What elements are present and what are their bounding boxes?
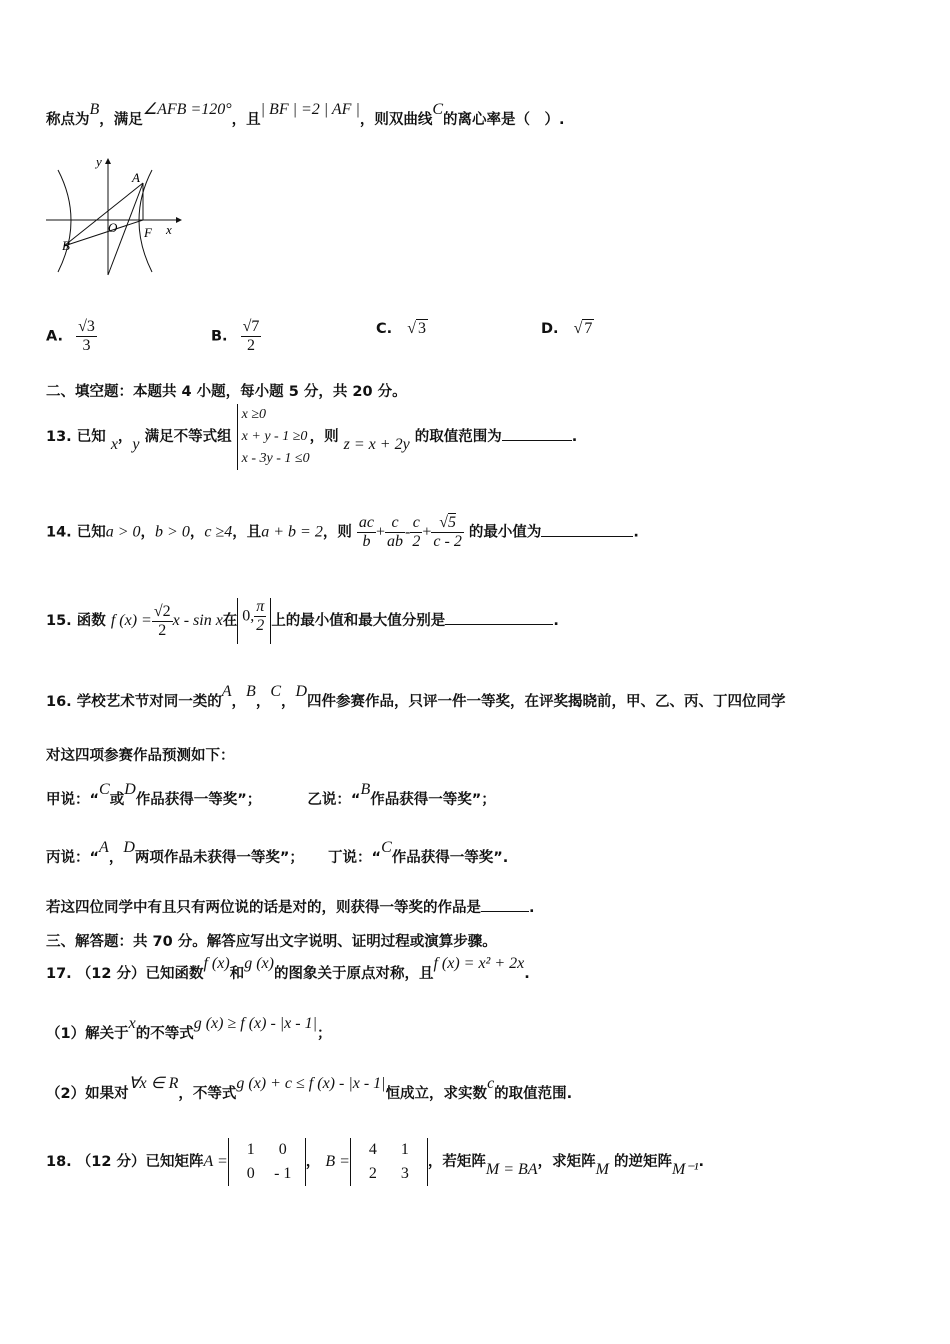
work-d: D <box>124 781 136 798</box>
frac-pi-2 <box>254 598 266 635</box>
frac-num: √5 <box>431 514 463 533</box>
cond-c: c ≥4 <box>204 523 233 541</box>
q17-part2-text: （2）如果对 <box>46 1086 129 1102</box>
bing-text: ， <box>108 850 124 866</box>
q13-text: 的取值范围为 <box>414 429 502 445</box>
frac-den: 2 <box>256 617 265 634</box>
matrix-m-inverse: M⁻¹ <box>671 1161 699 1178</box>
q17-part2-text: ，不等式 <box>178 1086 237 1102</box>
interval <box>237 598 271 644</box>
question-16-line-1: 16. 学校艺术节对同一类的A，B，C，D四件参赛作品，只评一件一等奖，在评奖揭晓前，甲、乙、丙、丁四位同学 <box>46 683 786 710</box>
matrix-cell: 2 <box>368 1165 377 1182</box>
answer-blank[interactable] <box>541 522 633 537</box>
question-13: 13. 已知 x，y 满足不等式组 x ≥0 x + y - 1 ≥0 x - 3y - 1 ≤0 ，则 z = x + 2y 的取值范围为 . <box>46 404 577 470</box>
section-2-heading: 二、填空题：本题共 4 小题，每小题 5 分，共 20 分。 <box>46 384 407 400</box>
option-b-num: √7 <box>242 318 260 335</box>
question-17: 17. （12 分）已知函数f (x)和g (x)的图象关于原点对称，且f (x) = x² + 2x. <box>46 955 530 982</box>
matrix-m-def: M = BA <box>485 1161 538 1178</box>
q18-text: ，求矩阵 <box>537 1154 596 1170</box>
label-o: O <box>108 220 118 235</box>
option-b-frac <box>241 318 262 355</box>
section-3-heading: 三、解答题：共 70 分。解答应写出文字说明、证明过程或演算步骤。 <box>46 934 497 950</box>
line-bf <box>64 220 143 246</box>
inequality-system <box>237 404 310 470</box>
matrix-cell: 0 <box>246 1165 255 1182</box>
cond-a: a > 0 <box>105 523 141 541</box>
matrix-b-label: B = <box>325 1153 350 1170</box>
q17-text: （12 分）已知函数 <box>76 966 204 982</box>
option-a-den: 3 <box>82 337 91 354</box>
q16-text: 学校艺术节对同一类的 <box>76 694 222 710</box>
quantifier: ∀x ∈ R <box>128 1075 179 1092</box>
function-g: g (x) <box>244 955 274 972</box>
question-18: 18. （12 分）已知矩阵A =1 0 0 - 1， B =4 1 2 3，若矩阵M = BA，求矩阵M 的逆矩阵M⁻¹. <box>46 1138 704 1186</box>
work-b: B <box>360 781 371 798</box>
matrix-cell: 1 <box>246 1141 255 1158</box>
hyperbola-figure <box>44 150 184 280</box>
q12-text: ，且 <box>231 112 261 128</box>
label-f: F <box>144 225 152 240</box>
work-d: D <box>123 839 135 856</box>
yi-text: 乙说：“ <box>307 792 361 808</box>
q17-part1-text: 的不等式 <box>135 1026 194 1042</box>
var-x: x <box>110 436 118 453</box>
matrix-cell: 3 <box>400 1165 409 1182</box>
work-b: B <box>246 683 256 700</box>
q14-text: ，则 <box>322 524 352 541</box>
var-c: c <box>487 1075 495 1092</box>
q18-number: 18. <box>46 1154 72 1170</box>
point-b: B <box>89 101 100 118</box>
q15-text: 上的最小值和最大值分别是 <box>271 613 446 629</box>
q14-text: 的最小值为 <box>468 524 542 541</box>
label-x: x <box>166 222 172 237</box>
yi-text: 作品获得一等奖”； <box>370 792 496 808</box>
frac-num: c <box>385 514 405 533</box>
option-d[interactable] <box>541 320 594 338</box>
q16-text: 若这四位同学中有且只有两位说的话是对的，则获得一等奖的作品是 <box>46 900 481 916</box>
frac-sqrt2-2 <box>152 603 173 640</box>
q15-text: 在 <box>222 613 238 629</box>
question-16-predictions-2 <box>46 839 509 867</box>
question-14: 14. 已知a > 0，b > 0，c ≥4，且a + b = 2，则 $\frac{ac}{b}$ + $\frac{c}{ab}$ - $\frac{c}{2}$ + $\frac{√5}{c - 2}$ 的最小值为 . <box>46 514 639 550</box>
question-17-part-2 <box>46 1075 573 1103</box>
question-17-part-1: （1）解关于x的不等式g (x) ≥ f (x) - |x - 1|； <box>46 1015 332 1042</box>
frac-ac-b <box>357 514 376 551</box>
frac-den: b <box>362 533 371 550</box>
inequality-2: g (x) + c ≤ f (x) - |x - 1| <box>236 1075 386 1092</box>
f-expression: f (x) = x² + 2x <box>433 955 525 972</box>
q13-text: ， <box>117 429 133 445</box>
label-y: y <box>96 154 102 169</box>
option-c[interactable] <box>376 320 428 338</box>
jia-text: 或 <box>109 792 125 808</box>
inequality-1: g (x) ≥ f (x) - |x - 1| <box>193 1015 317 1032</box>
q13-text: 已知 <box>76 429 106 445</box>
option-a-frac <box>76 318 97 355</box>
curve-c: C <box>432 101 444 118</box>
question-15: 15. 函数 f (x) = $\frac{√2}{2}$ x - sin x在 0, $\frac{\pi}{2}$ 上的最小值和最大值分别是 . <box>46 598 559 644</box>
matrix-a-label: A = <box>203 1153 228 1170</box>
frac-c-2 <box>410 514 422 551</box>
q14-text: 已知 <box>76 524 106 541</box>
frac-num: √2 <box>153 602 171 620</box>
q13-text: ，则 <box>309 429 339 445</box>
frac-num: c <box>410 514 422 533</box>
option-b-label: B. <box>211 328 228 345</box>
q18-text: ，若矩阵 <box>427 1154 486 1170</box>
frac-sqrt5 <box>431 514 463 551</box>
frac-den: 2 <box>158 621 167 639</box>
jia-text: 作品获得一等奖”； <box>135 792 262 808</box>
frac-c-ab <box>385 514 405 551</box>
ding-text: 丁说：“ <box>328 850 382 866</box>
q12-text: ，满足 <box>99 112 143 128</box>
option-c-label: C. <box>376 321 393 337</box>
q17-number: 17. <box>46 966 72 982</box>
jia-text: 甲说：“ <box>46 792 100 808</box>
var-y: y <box>132 436 140 453</box>
y-arrow <box>105 158 111 164</box>
interval-start: 0, <box>242 607 255 625</box>
left-branch <box>58 170 71 272</box>
ding-text: 作品获得一等奖”. <box>391 850 509 866</box>
var-x: x <box>128 1015 136 1032</box>
option-c-sqrt: √ 3 <box>407 320 426 337</box>
q12-tail <box>46 101 565 129</box>
bing-text: 两项作品未获得一等奖”； <box>134 850 304 866</box>
work-c: C <box>270 683 281 700</box>
q16-text: 四件参赛作品，只评一件一等奖，在评奖揭晓前，甲、乙、丙、丁四位同学 <box>307 694 786 710</box>
option-a[interactable] <box>46 318 97 355</box>
q13-text: 满足不等式组 <box>144 429 232 445</box>
option-a-label: A. <box>46 328 63 345</box>
q12-text: 的离心率是（ ）. <box>443 112 565 128</box>
q18-text: （12 分）已知矩阵 <box>76 1154 204 1170</box>
work-c: C <box>381 839 392 856</box>
sqrt-radicand: 5 <box>448 514 456 531</box>
cond-sum: a + b = 2 <box>261 523 323 541</box>
matrix-cell: - 1 <box>274 1165 292 1182</box>
option-a-num: √3 <box>78 318 95 335</box>
q17-part2-text: 的取值范围. <box>494 1086 573 1102</box>
matrix-cell: 4 <box>368 1141 377 1158</box>
frac-den: 2 <box>412 533 421 550</box>
option-d-value: 7 <box>584 320 593 337</box>
matrix-b <box>350 1138 428 1186</box>
answer-blank[interactable] <box>502 426 572 441</box>
question-16-line-final: 若这四位同学中有且只有两位说的话是对的，则获得一等奖的作品是 . <box>46 896 535 917</box>
q17-text: 的图象关于原点对称，且 <box>273 966 434 982</box>
bing-text: 丙说：“ <box>46 850 100 866</box>
label-b: B <box>62 238 70 253</box>
function-f: f (x) = <box>110 612 152 629</box>
work-d: D <box>295 683 308 700</box>
work-a: A <box>99 839 109 856</box>
question-16-line-2: 对这四项参赛作品预测如下： <box>46 748 235 764</box>
work-c: C <box>99 781 110 798</box>
q14-number: 14. <box>46 524 72 541</box>
option-c-value: 3 <box>418 320 426 337</box>
question-16-predictions-1 <box>46 781 496 809</box>
constraint-3: x - 3y - 1 ≤0 <box>241 451 310 466</box>
q12-text: ，则双曲线 <box>359 112 433 128</box>
objective-z: z = x + 2y <box>343 436 410 453</box>
q17-part2-text: 恒成立，求实数 <box>385 1086 488 1102</box>
q15-text: 函数 <box>76 613 106 629</box>
answer-blank[interactable] <box>445 610 553 625</box>
cond-b: b > 0 <box>155 523 190 541</box>
matrix-m: M <box>595 1161 609 1178</box>
bf-expr: | BF | =2 | AF | <box>260 101 360 118</box>
option-b[interactable] <box>211 318 261 355</box>
option-d-sqrt: √ 7 <box>573 320 593 337</box>
frac-den: c - 2 <box>433 533 462 550</box>
constraint-1: x ≥0 <box>241 407 267 422</box>
matrix-a <box>228 1138 306 1186</box>
q12-text: 称点为 <box>46 112 90 128</box>
option-b-den: 2 <box>247 337 256 354</box>
option-d-label: D. <box>541 321 559 337</box>
matrix-cell: 0 <box>278 1141 287 1158</box>
x-arrow <box>176 217 182 223</box>
q17-part1-text: （1）解关于 <box>46 1026 129 1042</box>
q15-number: 15. <box>46 613 72 629</box>
constraint-2: x + y - 1 ≥0 <box>241 429 308 444</box>
q13-number: 13. <box>46 429 72 445</box>
label-a: A <box>132 170 140 185</box>
q16-number: 16. <box>46 694 72 710</box>
q18-text: 的逆矩阵 <box>613 1154 672 1170</box>
work-a: A <box>221 683 232 700</box>
frac-num: ac <box>358 514 374 531</box>
angle-expr: ∠AFB =120° <box>142 101 232 118</box>
q14-text: ，且 <box>232 524 262 541</box>
answer-blank[interactable] <box>481 897 529 912</box>
q17-text: 和 <box>229 966 245 982</box>
frac-den: ab <box>387 533 404 550</box>
frac-num: π <box>256 598 265 615</box>
function-rest: x - sin x <box>172 612 223 629</box>
matrix-cell: 1 <box>400 1141 409 1158</box>
function-f: f (x) <box>203 955 230 972</box>
